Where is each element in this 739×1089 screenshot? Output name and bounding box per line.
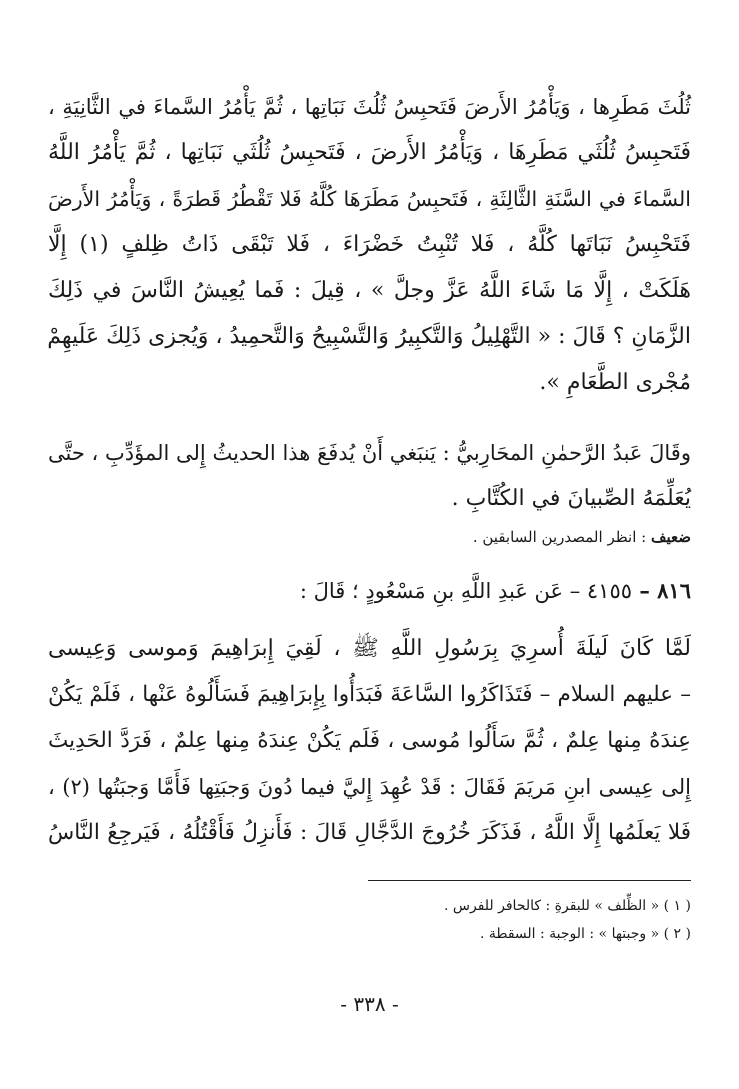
text-line: فَتَحْبِسُ نَبَاتَها كُلَّهُ ، فَلا تُنْبِتُ خَضْرَاءَ ، فَلا تَبْقَى ذَاتُ ظِلفٍ (١) إِلَّا bbox=[48, 232, 691, 257]
narrator-comment bbox=[48, 430, 691, 522]
text-line: عِندَهُ مِنها عِلمٌ ، ثُمَّ سَأَلُوا مُوسى ، فَلَم يَكُنْ عِندَهُ مِنها عِلمٌ ، فَرَدَّ الحَدِيثَ bbox=[48, 728, 691, 753]
hadith-text bbox=[48, 626, 691, 856]
text-line: السَّماءَ في السَّنَةِ الثَّالِثَةِ ، فَتَحبِسُ مَطَرَهَا كُلَّهُ فَلا تَقْطُرُ قَطرَةً ، وَيَأْمُرُ الأَرضَ bbox=[48, 187, 691, 211]
footnotes bbox=[48, 892, 691, 948]
passage-continuation bbox=[48, 84, 691, 406]
footnote-item: ( ٢ ) « وجبتها » : الوجبة : السقطة . bbox=[479, 926, 691, 942]
text-line: ثُلُثَ مَطَرِها ، وَيَأْمُرُ الأَرضَ فَتَحبِسُ ثُلُثَ نَبَاتِها ، ثُمَّ يَأْمُرُ السَّماءَ في الثَّانِيَةِ ، bbox=[48, 95, 691, 119]
hadith-isnad: – عَن عَبدِ اللَّهِ بنِ مَسْعُودٍ ؛ قَالَ : bbox=[299, 579, 587, 603]
footnote-divider bbox=[368, 880, 691, 881]
hadith-reference: ٤١٥٥ bbox=[586, 579, 633, 603]
grade-label: ضعيف bbox=[650, 528, 691, 546]
text-line: لَمَّا كَانَ لَيلَةَ أُسرِيَ بِرَسُولِ اللَّهِ ﷺ ، لَقِيَ إِبرَاهِيمَ وَموسى وَعِيسى bbox=[48, 636, 691, 661]
footnote-item: ( ١ ) « الظِّلف » للبقرةِ : كالحافر للفرس . bbox=[443, 898, 691, 914]
text-line: هَلَكَتْ ، إِلَّا مَا شَاءَ اللَّهُ عَزَّ وجلَّ » ، قِيلَ : فَما يُعِيشُ النَّاسَ في ذَلِكَ bbox=[48, 278, 691, 303]
text-line: يُعَلِّمَهُ الصِّبيانَ في الكُتَّابِ . bbox=[451, 486, 691, 511]
text-line: مُجْرى الطَّعَامِ ». bbox=[539, 370, 691, 395]
grade-note bbox=[48, 525, 691, 549]
hadith-heading bbox=[48, 574, 691, 608]
text-line: فَتَحبِسُ ثُلُثَي مَطَرِهَا ، وَيَأْمُرُ الأَرضَ ، فَتَحبِسُ ثُلُثَي نَبَاتِها ، ثُمَّ يَأْمُرُ اللَّهُ bbox=[48, 140, 691, 165]
text-line: إِلى عِيسى ابنِ مَريَمَ فَقَالَ : قَدْ عُهِدَ إِليَّ فيما دُونَ وَجبَتِها فَأَمَّا وَجبَتُها (٢) ، bbox=[48, 775, 691, 799]
grade-line bbox=[48, 525, 691, 549]
page-number: - ٣٣٨ - bbox=[340, 992, 399, 1016]
hadith-separator: – bbox=[632, 578, 658, 603]
hadith-number-line bbox=[48, 574, 691, 608]
text-line: الزَّمَانِ ؟ قَالَ : « التَّهْلِيلُ وَالتَّكبِيرُ وَالتَّسْبِيحُ وَالتَّحمِيدُ ، وَيُجزى ذَلِكَ عَلَيهِمْ bbox=[47, 324, 691, 349]
text-line: – عليهم السلام – فَتَذَاكَرُوا السَّاعَةَ فَبَدَأُوا بِإِبرَاهِيمَ فَسَأَلُوهُ عَنْها ، فَلَمْ يَكُنْ bbox=[48, 682, 691, 707]
hadith-number: ٨١٦ bbox=[657, 578, 691, 603]
grade-text: : انظر المصدرين السابقين . bbox=[472, 528, 647, 546]
text-line: وقَالَ عَبدُ الرَّحمٰنِ المحَارِبيُّ : يَنبَغي أَنْ يُدفَعَ هذا الحديثُ إِلى المؤَدِّبِ ، حتَّى bbox=[48, 441, 691, 465]
text-line: فَلا يَعلَمُها إِلَّا اللَّهُ ، فَذَكَرَ خُرُوجَ الدَّجَّالِ قَالَ : فَأَنزِلُ فَأَقْتُلُهُ ، فَيَرجِعُ النَّاسُ bbox=[48, 820, 691, 845]
